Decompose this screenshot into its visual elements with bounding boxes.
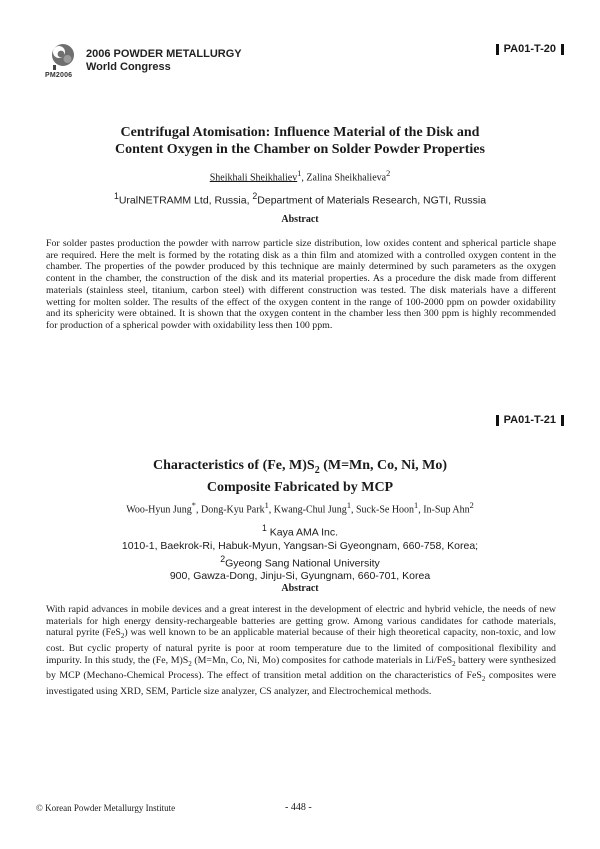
affil-line: $^1$ Kaya AMA Inc.: [261, 523, 339, 539]
badge-bar-right: [561, 44, 564, 55]
affil-line: $^2$Gyeong Sang National University: [220, 553, 380, 569]
footer-copyright: © Korean Powder Metallurgy Institute: [36, 803, 176, 813]
page-number: - 448 -: [285, 802, 312, 813]
author-name: Sheikhali Sheikhaliev: [209, 172, 298, 184]
author-name: Kwang-Chul Jung: [273, 504, 347, 516]
badge-bar-left: [496, 415, 499, 426]
abstract-body: [46, 604, 556, 698]
pm2006-logo-icon: [50, 42, 76, 72]
author-sup: 2: [386, 169, 391, 178]
paper-title-line1: Characteristics of (Fe, $M)S_2$ (M=Mn, Co, Ni, Mo): [152, 458, 448, 476]
paper-title-line2: Content Oxygen in the Chamber on Solder Powder Properties: [115, 142, 485, 157]
logo-caption: PM2006: [45, 72, 73, 79]
paper-code-badge: [496, 43, 564, 55]
paper-title-line2: Composite Fabricated by MCP: [206, 479, 394, 495]
badge-bar-right: [561, 415, 564, 426]
author-sup: 1: [264, 501, 269, 510]
affil-text: UralNETRAMM Ltd, Russia,: [118, 194, 253, 207]
author-sup: *: [191, 501, 196, 510]
affil-line: 1010-1, Baekrok-Ri, Habuk-Myun, Yangsan-Si Gyeongnam, 660-758, Korea;: [121, 539, 479, 552]
abstract-heading: Abstract: [281, 214, 319, 225]
author-sup: 1: [414, 501, 419, 510]
affil-line: 900, Gawza-Dong, Jinju-Si, Gyungnam, 660-701, Korea: [169, 570, 431, 582]
abstract-text: With rapid advances in mobile devices and a great interest in the development of electric and hybrid vehicle, the needs of new materials for high energy density-rechargeable batteries are getting grow. Among various candidates for cathode materials, natural pyrite (FeS$_2$) was well known to be an applicable material because of their high theoretical capacity, non-toxic, and low cost. But cyclic property of natural pyrite is poor at room temperature due to the limited of compositional flexibility and impurity. In this study, the (Fe, $M)S_2$ (M=Mn, Co, Ni, Mo) composites for cathode materials in Li/FeS$_2$ battery were synthesized by MCP (Mechano-Chemical Process). The effect of transition metal addition on the characteristics of FeS$_2$ composites were investigated using XRD, SEM, Particle size analyzer, CS analyzer, and Electrochemical methods.: [46, 604, 556, 698]
author-sup: 2: [469, 501, 474, 510]
author-list: Sheikhali Sheikhaliev$^1$, Zalina Sheikhalieva$^2$: [209, 169, 391, 184]
abstract-body: [46, 238, 556, 332]
paper-title: [60, 124, 540, 158]
paper-title: [60, 457, 540, 496]
event-title-line1: 2006 POWDER METALLURGY: [86, 48, 242, 60]
event-title-line2: World Congress: [86, 61, 171, 73]
affiliations: [60, 190, 540, 208]
affil-sup: 1: [113, 191, 119, 201]
author-sup: 1: [297, 169, 302, 178]
author-name: In-Sup Ahn: [423, 504, 470, 516]
paper-code-badge: [496, 414, 564, 426]
author-name: Dong-Kyu Park: [200, 504, 265, 516]
paper-code: PA01-T-20: [503, 43, 556, 55]
abstract-text: For solder pastes production the powder with narrow particle size distribution, low oxides content and spherical particle shape are required. Here the melt is formed by the rotating disk as a thin film and atomized with a controlled oxygen content in the chamber. The properties of the powder produced by this technique are mainly determined by such parameters as the oxygen content in the chamber, the construction of the disk and its material properties. As a procedure the disk made from different materials (stainless steel, titanium, carbon steel) with different construction was tested. The disk materials have a different wetting for molten solder. The results of the effect of the oxygen content in the range of 100-2000 ppm on powder oxidability and its sphericity were obtained. It is shown that the oxygen content in the chamber less then 300 ppm is highly recommended for production of a spherical powder with oxidability less then 100 ppm.: [46, 238, 556, 331]
badge-bar-left: [496, 44, 499, 55]
author-sup: 1: [346, 501, 351, 510]
event-title: [86, 48, 242, 74]
author-name: Zalina Sheikhalieva: [306, 172, 387, 184]
author-name: Suck-Se Hoon: [355, 504, 415, 516]
affil-sup: 2: [220, 553, 226, 564]
affil-sup: 1: [261, 523, 267, 533]
affil-sup: 2: [252, 191, 258, 201]
affiliations: [60, 522, 540, 583]
paper-title-line1: Centrifugal Atomisation: Influence Material of the Disk and: [120, 125, 480, 140]
author-name: Woo-Hyun Jung: [126, 504, 192, 516]
paper-code: PA01-T-21: [503, 414, 556, 426]
abstract-heading: Abstract: [281, 583, 319, 594]
affil-text: Department of Materials Research, NGTI, Russia: [257, 194, 487, 207]
author-list: Woo-Hyun Jung*, Dong-Kyu Park$^1$, Kwang-Chul Jung$^1$, Suck-Se Hoon$^1$, In-Sup Ahn$^2$: [126, 501, 474, 516]
